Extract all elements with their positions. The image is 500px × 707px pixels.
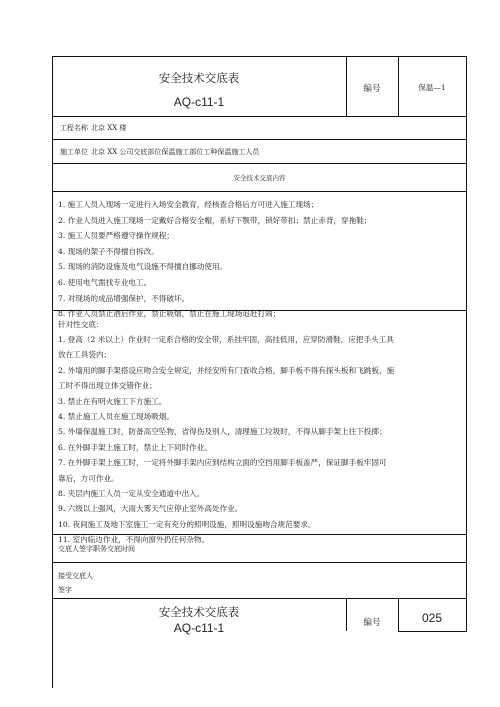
row-line-3 bbox=[52, 163, 467, 164]
row-line-8 bbox=[52, 598, 467, 599]
specific-items-list bbox=[58, 332, 394, 548]
list-item: 3. 施工人员要严格遵守操作规程； bbox=[58, 231, 174, 241]
form-code: AQ-c11-1 bbox=[173, 95, 225, 109]
footer-bottom bbox=[398, 631, 467, 632]
list-item: 8. 夹层内施工人员一定从安全通道中出入。 bbox=[58, 489, 205, 499]
content-heading: 安全技术交底内容 bbox=[233, 174, 286, 182]
footer-number-label: 编号 bbox=[363, 618, 381, 628]
list-item: 靠后，方可作业。 bbox=[58, 473, 119, 483]
row-line-2 bbox=[52, 139, 467, 140]
footer-code: AQ-c11-1 bbox=[173, 621, 225, 635]
form-title: 安全技术交底表 bbox=[158, 71, 240, 85]
list-item: 1. 施工人员入现场一定进行入场安全教育，经核查合格后方可进入施工现场； bbox=[58, 200, 319, 209]
project-value: 北京 XX 楼 bbox=[91, 124, 127, 132]
list-item: 3. 禁止在有明火施工下方施工。 bbox=[58, 396, 167, 406]
list-item: 7. 在外脚手架上施工时，一定将外脚手架内应到结构立面的空挡用脚手板盖严，保证脚手板牢固可 bbox=[58, 458, 387, 468]
list-item: 1. 登高（2 米以上）作业时一定系合格的安全带，系挂牢固，高挂低用，应穿防滑鞋，应把手头工具 bbox=[58, 335, 394, 344]
list-item: 10. 夜间施工及地下室施工一定有充分的照明设施，照明设施吻合规范要求。 bbox=[58, 519, 316, 529]
list-item: 6. 使用电气需找专业电工。 bbox=[58, 277, 152, 287]
list-item: 放在工具袋内； bbox=[58, 350, 112, 360]
list-item: 6. 在外脚手架上施工时，禁止上下同时作业。 bbox=[58, 442, 212, 452]
footer-number-value: 025 bbox=[421, 611, 443, 625]
list-item: 9. 六级以上强风，大雨大雾天气应停止室外高处作业。 bbox=[58, 504, 243, 514]
list-item: 4. 禁止施工人员在施工现场吸烟。 bbox=[58, 412, 174, 422]
border-left bbox=[52, 56, 53, 688]
list-item: 5. 现场的消防设施及电气设施不得擅自挪动使用。 bbox=[58, 262, 228, 272]
giver-signature-label: 交底人签字职务交底时间 bbox=[58, 545, 135, 553]
border-top bbox=[52, 56, 467, 57]
row-line-4 bbox=[52, 191, 467, 192]
row-line-1 bbox=[52, 116, 467, 117]
list-item: 2. 作业人员进入施工现场一定戴好合格安全帽，系好下颚带，锁好带扣；禁止赤背，穿拖鞋； bbox=[58, 215, 372, 225]
project-label: 工程名称 bbox=[60, 124, 88, 132]
border-right bbox=[466, 56, 467, 631]
list-item: 4. 现场的架子不得擅自拆改。 bbox=[58, 246, 159, 256]
number-label: 编号 bbox=[363, 84, 381, 94]
list-item: 工时不得出现立体交错作业； bbox=[58, 381, 157, 391]
row-line-7 bbox=[52, 562, 467, 563]
list-item: 11. 室内临边作业，不得向窗外扔任何杂物。 bbox=[58, 535, 210, 545]
specific-heading: 针对性交底： bbox=[58, 320, 104, 329]
receiver-signature-label-1: 接受交底人 bbox=[58, 572, 93, 580]
contractor-label: 施工单位 bbox=[60, 148, 88, 156]
contractor-value: 北京 XX 公司交底部位保温施工部位工种保温施工人员 bbox=[91, 148, 260, 156]
list-item: 8. 作业人员禁止酒后作业，禁止吸烟，禁止在施工现场追赶打闹； bbox=[58, 309, 281, 319]
number-value: 保温—1 bbox=[418, 83, 446, 92]
list-item: 5. 外墙保温施工时，防备高空坠物，省得伤及别人，清理施工垃圾时，不得从脚手架上往下投掷； bbox=[58, 427, 387, 437]
footer-title: 安全技术交底表 bbox=[158, 605, 240, 619]
list-item: 2. 外墙用的脚手架搭设应吻合安全规定，并经安所有门查收合格，脚手板不得有探头板和飞跳板，施 bbox=[58, 365, 395, 375]
general-items-list bbox=[58, 197, 371, 322]
receiver-signature-label-2: 签字 bbox=[58, 586, 72, 594]
list-item: 7. 对现场的成品增强保护，不得破坏。 bbox=[58, 293, 190, 303]
